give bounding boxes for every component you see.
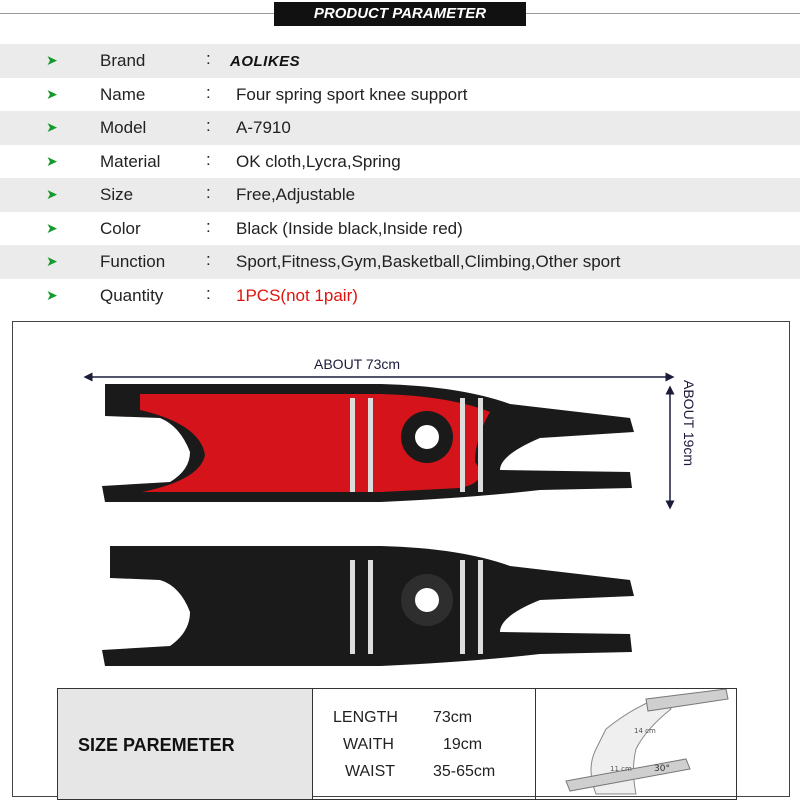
height-dimension-text: ABOUT 19cm <box>681 380 697 467</box>
colon: : <box>206 216 211 236</box>
size-diagram-cell <box>536 689 736 799</box>
knee-support-illustration <box>80 360 720 680</box>
size-title-cell <box>58 689 313 799</box>
colon: : <box>206 283 211 303</box>
colon: : <box>206 116 211 135</box>
arrow-icon: ➤ <box>46 152 58 169</box>
section-header <box>274 2 526 26</box>
knee-support-black <box>102 546 634 666</box>
parameter-table <box>0 44 800 312</box>
param-label: Size <box>100 185 134 204</box>
param-label: Color <box>100 218 141 238</box>
param-row-brand <box>0 44 800 78</box>
angle-label: 30° <box>654 764 670 774</box>
measure-a-label: 14 cm <box>634 727 656 735</box>
param-row-quantity <box>0 279 800 313</box>
param-value: OK cloth,Lycra,Spring <box>236 151 401 171</box>
size-value: 35-65cm <box>433 763 496 780</box>
size-value: 73cm <box>433 709 473 726</box>
arrow-icon: ➤ <box>46 119 58 135</box>
leg-measure-diagram <box>536 689 736 799</box>
param-row-color <box>0 212 800 246</box>
param-row-size <box>0 178 800 212</box>
param-value: A-7910 <box>236 118 291 137</box>
param-value: Four spring sport knee support <box>236 84 468 104</box>
size-table <box>57 688 737 800</box>
size-key: LENGTH <box>333 709 398 726</box>
param-value: Sport,Fitness,Gym,Basketball,Climbing,Other sport <box>236 252 621 271</box>
param-label: Brand <box>100 51 146 70</box>
section-header-title: PRODUCT PARAMETER <box>313 5 487 22</box>
measure-b-label: 11 cm <box>610 765 632 773</box>
size-table-title: SIZE PAREMETER <box>78 735 235 755</box>
arrow-icon: ➤ <box>46 186 58 202</box>
brand-logo: AOLIKES <box>230 53 301 70</box>
colon: : <box>206 49 211 68</box>
param-row-function <box>0 245 800 279</box>
param-row-material <box>0 145 800 179</box>
arrow-icon: ➤ <box>46 85 58 102</box>
size-key: WAIST <box>345 763 396 780</box>
width-dimension-label: ABOUT 73cm <box>314 356 401 372</box>
param-row-name <box>0 78 800 112</box>
arrow-icon: ➤ <box>46 52 58 68</box>
param-row-model <box>0 111 800 145</box>
arrow-icon: ➤ <box>46 219 58 236</box>
param-value-highlight: 1PCS(not 1pair) <box>236 285 358 305</box>
param-value: Black (Inside black,Inside red) <box>236 218 463 238</box>
size-row-length <box>313 709 535 731</box>
colon: : <box>206 149 211 169</box>
param-label: Model <box>100 118 147 137</box>
arrow-icon: ➤ <box>46 286 58 303</box>
size-row-waist <box>313 763 535 785</box>
param-label: Function <box>100 252 166 271</box>
param-label: Name <box>100 84 146 104</box>
colon: : <box>206 183 211 202</box>
param-label: Material <box>100 151 161 171</box>
param-value: Free,Adjustable <box>236 185 356 204</box>
colon: : <box>206 250 211 269</box>
size-row-width <box>313 736 535 758</box>
size-values-cell <box>313 689 536 799</box>
param-label: Quantity <box>100 285 164 305</box>
arrow-icon: ➤ <box>46 253 58 269</box>
colon: : <box>206 82 211 102</box>
size-key: WAITH <box>343 736 394 753</box>
size-value: 19cm <box>443 736 483 753</box>
knee-support-red <box>102 384 634 502</box>
